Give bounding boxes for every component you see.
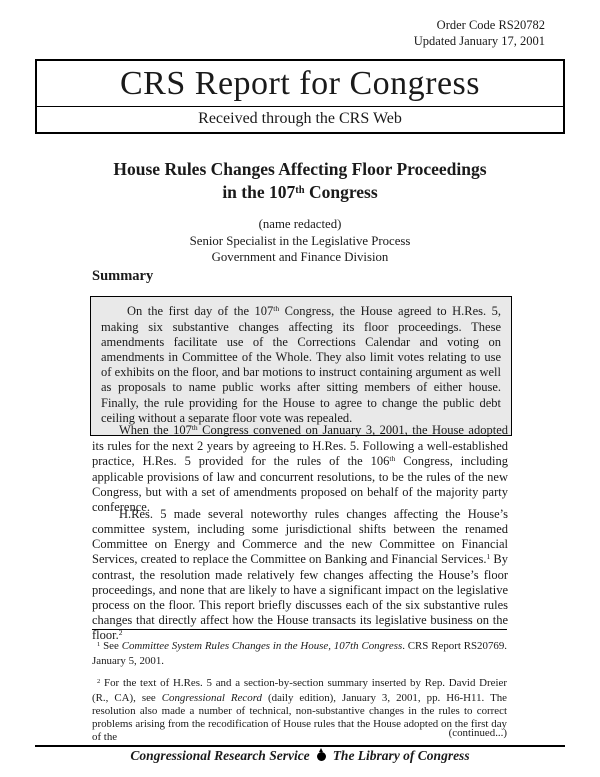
paragraph-text: By contrast, the resolution made relatively few changes affecting the House’s floor proceedings, and none that are likely to have a significant impact on the legislative process on the floor. This report briefly discusses each of the six substantive rules changes that directly affect how the House transacts its legislative business on the floor.	[92, 552, 508, 642]
cited-title: Committee System Rules Changes in the House, 107th Congress	[121, 640, 403, 652]
author-division: Government and Finance Division	[211, 250, 389, 265]
footnote-reference-1: 1	[486, 552, 491, 562]
footnote-number: 2	[97, 677, 101, 685]
page-footer	[35, 745, 565, 764]
summary-heading: Summary	[92, 268, 154, 284]
updated-date: Updated January 17, 2001	[413, 34, 545, 48]
author-role: Senior Specialist in the Legislative Process	[189, 233, 411, 248]
footnote-separator	[92, 629, 507, 630]
paragraph-text: When the 107	[119, 423, 192, 437]
author-name: (name redacted)	[258, 217, 342, 231]
masthead-box	[35, 59, 565, 134]
report-title-line1: House Rules Changes Affecting Floor Proceedings	[113, 159, 487, 179]
report-title-line2: in the 107th Congress	[222, 182, 378, 203]
byline	[0, 216, 600, 266]
ordinal-superscript: th	[273, 304, 280, 314]
report-title	[0, 158, 600, 204]
paragraph-text: Congress convened on January 3, 2001, the House adopted its rules for the next 2 years by agreeing to H.Res. 5. Following a well-established practice, H.Res. 5 provided for the rules of the 106	[92, 423, 509, 468]
continued-marker: (continued...)	[448, 727, 507, 739]
ordinal-superscript: th	[295, 184, 305, 196]
footer-service-name: Congressional Research Service	[130, 748, 310, 763]
masthead-subtitle: Received through the CRS Web	[198, 110, 402, 127]
footnote-text: . CRS Report RS20769. January 5, 2001.	[92, 640, 507, 667]
footnote-reference-2: 2	[118, 628, 123, 638]
footnote-text: For the text of H.Res. 5 and a section-by-section summary inserted by Rep. David Dreier (R., CA), see	[92, 677, 507, 704]
crs-ornament-icon	[317, 752, 326, 761]
body-paragraph-1	[92, 423, 508, 515]
cited-title: Congressional Record	[161, 691, 262, 704]
ordinal-superscript: th	[389, 454, 396, 464]
paragraph-text: H.Res. 5 made several noteworthy rules changes affecting the House’s committee system, including some jurisdictional shifts between the renamed Committee on Energy and Commerce and the new Committee on Financial Services, created to replace the Committee on Banking and Financial Services.	[92, 507, 508, 566]
summary-text: On the first day of the 107	[127, 304, 274, 318]
summary-box	[90, 296, 512, 436]
footnote-text: See	[100, 640, 122, 652]
summary-text: Congress, the House agreed to H.Res. 5, making six substantive changes affecting its floor proceedings. These amendments facilitate use of the Corrections Calendar and voting on amendments in Committee of the Whole. They also limit votes relating to use of exhibits on the floor, and bar motions to instruct containing argument as well as proposals to name public works after sitting members of either house. Finally, the rule providing for the House to agree to change the public debt ceiling without a separate floor vote was repealed.	[101, 304, 502, 425]
footer-library-name: The Library of Congress	[332, 748, 470, 763]
body-paragraph-2	[92, 507, 508, 644]
ordinal-superscript: th	[191, 423, 198, 433]
masthead-title: CRS Report for Congress	[120, 65, 480, 102]
footnote-1	[92, 640, 507, 668]
footnote-number: 1	[97, 640, 101, 648]
paragraph-text: Congress, including applicable provisions of law and concurrent resolutions, to be the rules of the new Congress, but with a set of amendments proposed on behalf of the majority party conference.	[92, 454, 508, 514]
order-code: Order Code RS20782	[436, 18, 545, 32]
order-code-block	[414, 17, 545, 49]
footnote-text: (daily edition), January 3, 2001, pp. H6-H11. The resolution also made a number of technical, non-substantive changes in the rules to correct problems arising from the recodification of House rules that the House adopted on the first day of the	[92, 691, 508, 743]
